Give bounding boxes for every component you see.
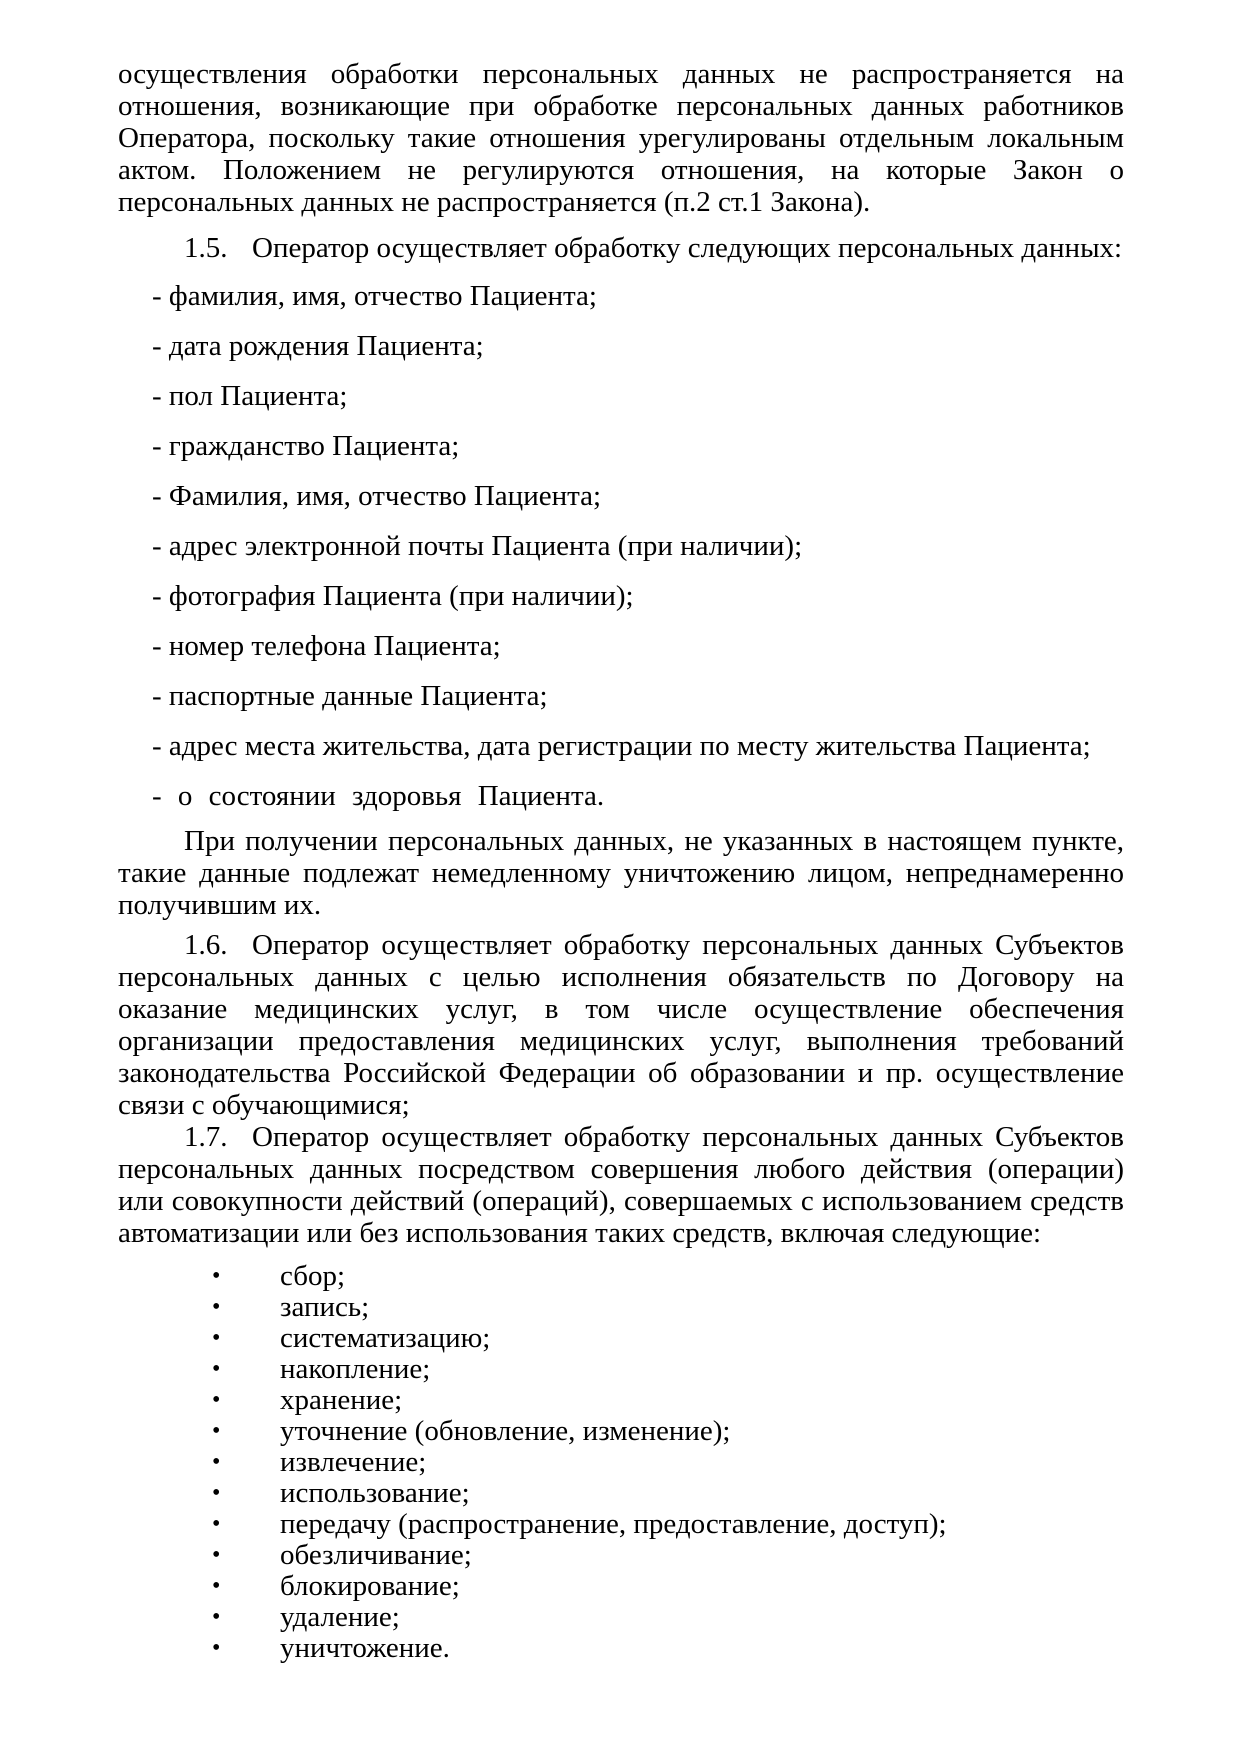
section-1-6-number: 1.6. bbox=[184, 929, 228, 961]
operation-item bbox=[118, 1261, 1124, 1292]
operation-item-text: уничтожение. bbox=[280, 1632, 450, 1664]
bullet-icon: • bbox=[212, 1480, 221, 1506]
personal-data-item: - дата рождения Пациента; bbox=[152, 330, 484, 362]
operation-item-text: извлечение; bbox=[280, 1446, 427, 1478]
processing-operations-list bbox=[118, 1261, 1124, 1664]
bullet-icon: • bbox=[212, 1573, 221, 1599]
bullet-icon: • bbox=[212, 1356, 221, 1382]
operation-item bbox=[118, 1385, 1124, 1416]
section-1-6 bbox=[118, 929, 1124, 1121]
bullet-icon: • bbox=[212, 1325, 221, 1351]
bullet-icon: • bbox=[212, 1294, 221, 1320]
operation-item-text: уточнение (обновление, изменение); bbox=[280, 1415, 731, 1447]
bullet-icon: • bbox=[212, 1418, 221, 1444]
operation-item bbox=[118, 1509, 1124, 1540]
operation-item-text: хранение; bbox=[280, 1384, 403, 1416]
personal-data-item: - номер телефона Пациента; bbox=[152, 630, 501, 662]
section-1-5-text: Оператор осуществляет обработку следующих персональных данных: bbox=[252, 232, 1123, 264]
operation-item-text: использование; bbox=[280, 1477, 470, 1509]
bullet-icon: • bbox=[212, 1263, 221, 1289]
operation-item-text: блокирование; bbox=[280, 1570, 460, 1602]
operation-item bbox=[118, 1478, 1124, 1509]
operation-item-text: систематизацию; bbox=[280, 1322, 491, 1354]
personal-data-item: - паспортные данные Пациента; bbox=[152, 680, 548, 712]
personal-data-item: - фотография Пациента (при наличии); bbox=[152, 580, 634, 612]
operation-item-text: передачу (распространение, предоставление, доступ); bbox=[280, 1508, 947, 1540]
section-1-5 bbox=[118, 232, 1124, 264]
personal-data-item: - о состоянии здоровья Пациента. bbox=[152, 780, 605, 812]
section-1-7 bbox=[118, 1121, 1124, 1249]
personal-data-item: - гражданство Пациента; bbox=[152, 430, 460, 462]
personal-data-list bbox=[118, 280, 1124, 812]
bullet-icon: • bbox=[212, 1449, 221, 1475]
section-1-7-text: Оператор осуществляет обработку персональных данных Субъектов персональных данных посредством совершения любого действия (операции) или совокупности действий (операций), совершаемых с использованием средств автоматизации или без использования таких средств, включая следующие: bbox=[118, 1121, 1124, 1249]
intro-paragraph: осуществления обработки персональных данных не распространяется на отношения, возникающие при обработке персональных данных работников Оператора, поскольку такие отношения урегулированы отдельным локальным актом. Положением не регулируются отношения, на которые Закон о персональных данных не распространяется (п.2 ст.1 Закона). bbox=[118, 58, 1124, 218]
operation-item bbox=[118, 1354, 1124, 1385]
operation-item bbox=[118, 1633, 1124, 1664]
operation-item-text: удаление; bbox=[280, 1601, 400, 1633]
operation-item-text: запись; bbox=[280, 1291, 370, 1323]
operation-item bbox=[118, 1540, 1124, 1571]
note-paragraph: При получении персональных данных, не указанных в настоящем пункте, такие данные подлежат немедленному уничтожению лицом, непреднамеренно получившим их. bbox=[118, 825, 1124, 921]
personal-data-item: - Фамилия, имя, отчество Пациента; bbox=[152, 480, 602, 512]
personal-data-item: - пол Пациента; bbox=[152, 380, 348, 412]
section-1-6-text: Оператор осуществляет обработку персональных данных Субъектов персональных данных с целью исполнения обязательств по Договору на оказание медицинских услуг, в том числе осуществление обеспечения организации предоставления медицинских услуг, выполнения требований законодательства Российской Федерации об образовании и пр. осуществление связи с обучающимися; bbox=[118, 929, 1124, 1121]
operation-item-text: обезличивание; bbox=[280, 1539, 472, 1571]
operation-item bbox=[118, 1292, 1124, 1323]
personal-data-item: - фамилия, имя, отчество Пациента; bbox=[152, 280, 597, 312]
operation-item bbox=[118, 1447, 1124, 1478]
document-content bbox=[118, 58, 1124, 1664]
operation-item bbox=[118, 1602, 1124, 1633]
section-1-7-number: 1.7. bbox=[184, 1121, 228, 1153]
operation-item bbox=[118, 1416, 1124, 1447]
personal-data-item: - адрес электронной почты Пациента (при наличии); bbox=[152, 530, 803, 562]
bullet-icon: • bbox=[212, 1604, 221, 1630]
bullet-icon: • bbox=[212, 1635, 221, 1661]
section-1-5-number: 1.5. bbox=[184, 232, 228, 264]
operation-item bbox=[118, 1571, 1124, 1602]
bullet-icon: • bbox=[212, 1511, 221, 1537]
personal-data-item: - адрес места жительства, дата регистрации по месту жительства Пациента; bbox=[152, 730, 1091, 762]
bullet-icon: • bbox=[212, 1542, 221, 1568]
operation-item bbox=[118, 1323, 1124, 1354]
operation-item-text: накопление; bbox=[280, 1353, 431, 1385]
bullet-icon: • bbox=[212, 1387, 221, 1413]
operation-item-text: сбор; bbox=[280, 1260, 346, 1292]
